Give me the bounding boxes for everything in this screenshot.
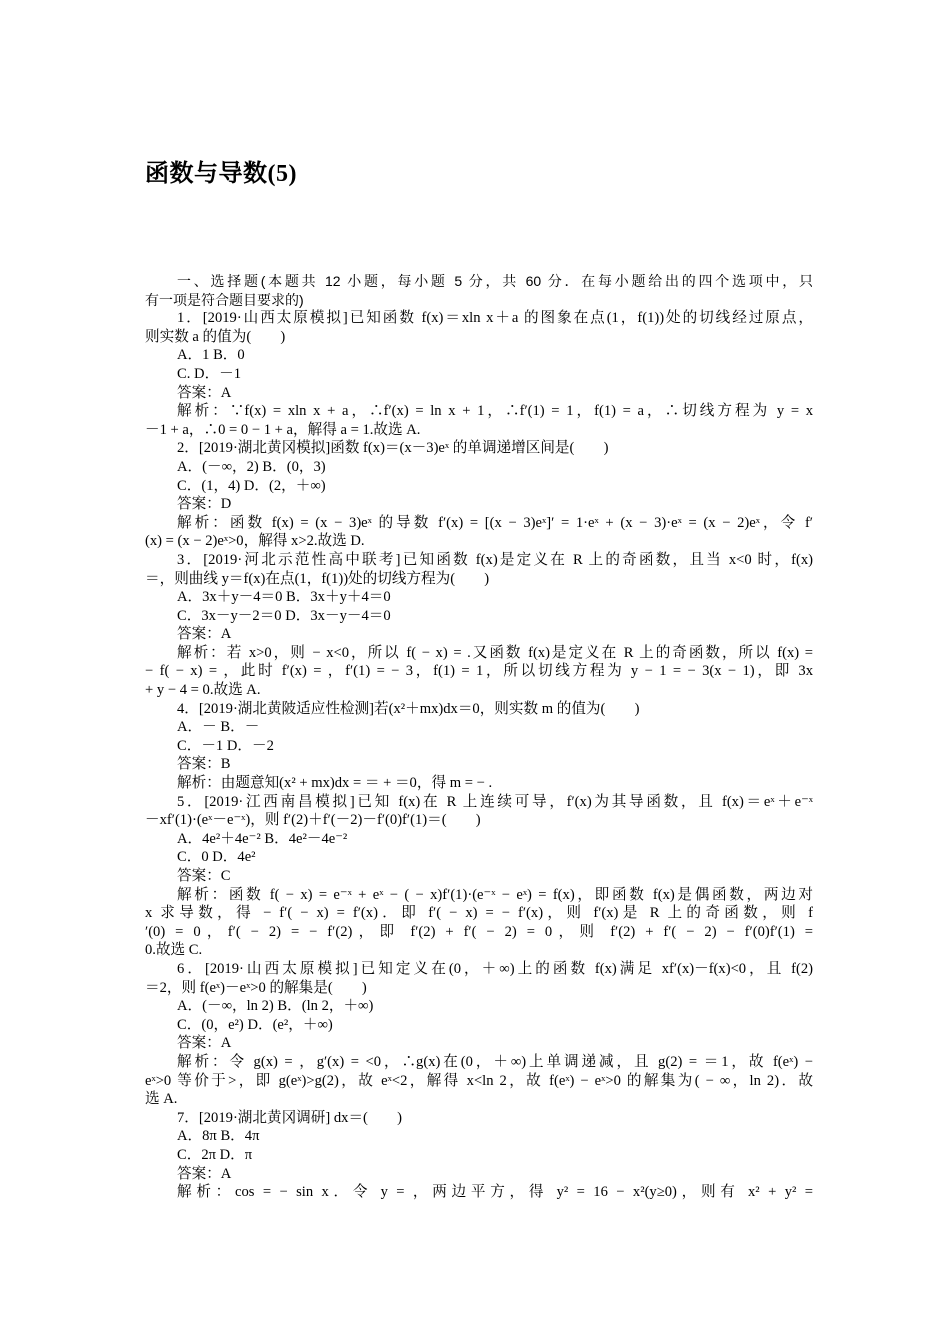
text-line: 7．[2019·湖北黄冈调研] dx＝( ) (177, 1109, 402, 1126)
text-line: 解析：cos = − sin x．令 y = ，两边平方，得 y² = 16 − x²(y≥0)，则有 x² + y² = (177, 1184, 813, 1201)
text-line: A．3x＋y－4＝0 B．3x＋y＋4＝0 (177, 589, 391, 606)
text-line: 一、选择题(本题共 12 小题，每小题 5 分，共 60 分．在每小题给出的四个选项中，只 (177, 273, 813, 289)
text-line: ＝，则曲线 y＝f(x)在点(1，f(1))处的切线方程为( ) (145, 570, 490, 587)
text-line: －xf′(1)·(eˣ－e⁻ˣ)，则 f′(2)＋f′(－2)－f′(0)f′(1)＝( ) (145, 812, 481, 829)
text-line: 3．[2019·河北示范性高中联考]已知函数 f(x)是定义在 R 上的奇函数，且当 x<0 时，f(x) (177, 551, 813, 568)
text-line: 解析：由题意知(x² + mx)dx = ＝ + ＝0，得 m = − . (177, 775, 493, 792)
text-line: 2．[2019·湖北黄冈模拟]函数 f(x)＝(x－3)eˣ 的单调递增区间是( ) (177, 440, 609, 457)
text-line: 答案：A (177, 1035, 232, 1052)
text-line: 答案：A (177, 1165, 232, 1182)
text-line: 6．[2019·山西太原模拟]已知定义在(0，＋∞)上的函数 f(x)满足 xf′(x)－f(x)<0，且 f(2) (177, 960, 813, 977)
text-line: − f( − x) = ，此时 f′(x) = ，f′(1) = − 3，f(1) = 1，所以切线方程为 y − 1 = − 3(x − 1)，即 3x (145, 663, 813, 680)
text-line: A．4e²＋4e⁻² B．4e²－4e⁻² (177, 830, 348, 847)
text-line: 1．[2019·山西太原模拟]已知函数 f(x)＝xln x＋a 的图象在点(1，f(1))处的切线经过原点， (177, 310, 813, 327)
text-line: C．(1，4) D．(2，＋∞) (177, 477, 326, 494)
text-line: 解析：函数 f(x) = (x − 3)eˣ 的导数 f′(x) = [(x − 3)eˣ]′ = 1·eˣ + (x − 3)·eˣ = (x − 2)eˣ，令 f′ (177, 514, 813, 531)
page-title: 函数与导数(5) (145, 161, 297, 187)
text-line: 答案：A (177, 384, 232, 401)
text-line: 有一项是符合题目要求的) (145, 291, 304, 308)
text-line: A．1 B．0 (177, 347, 245, 364)
text-line: ＝2，则 f(eˣ)－eˣ>0 的解集是( ) (145, 979, 367, 996)
text-line: 解析：∵f(x) = xln x + a，∴f′(x) = ln x + 1，∴f′(1) = 1，f(1) = a，∴切线方程为 y = x (177, 403, 813, 420)
text-line: C．－1 D．－2 (177, 737, 274, 754)
text-line: 则实数 a 的值为( ) (145, 328, 286, 345)
text-line: (x) = (x − 2)eˣ>0，解得 x>2.故选 D. (145, 533, 365, 550)
text-line: A．8π B．4π (177, 1128, 260, 1145)
text-line: 解析：函数 f( − x) = e⁻ˣ + eˣ − ( − x)f′(1)·(e⁻ˣ − eˣ) = f(x)，即函数 f(x)是偶函数，两边对 (177, 886, 813, 903)
text-line: A．(－∞，ln 2) B．(ln 2，＋∞) (177, 998, 374, 1015)
text-line: 5．[2019·江西南昌模拟]已知 f(x)在 R 上连续可导，f′(x)为其导函数，且 f(x)＝eˣ＋e⁻ˣ (177, 793, 813, 810)
text-line: 答案：B (177, 756, 231, 773)
text-line: eˣ>0 等价于>，即 g(eˣ)>g(2)，故 eˣ<2，解得 x<ln 2，故 f(eˣ) − eˣ>0 的解集为( − ∞，ln 2)．故 (145, 1072, 813, 1089)
document-body (145, 272, 813, 1202)
text-line: C．3x－y－2＝0 D．3x－y－4＝0 (177, 607, 391, 624)
text-line: A．－ B．－ (177, 719, 260, 736)
text-line: －1 + a，∴0 = 0 − 1 + a，解得 a = 1.故选 A. (145, 421, 421, 438)
text-line: C．2π D．π (177, 1146, 253, 1163)
text-line: 答案：D (177, 496, 232, 513)
text-line: A．(－∞，2) B．(0，3) (177, 458, 326, 475)
text-line: 解析：令 g(x) = ，g′(x) = <0，∴g(x)在(0，＋∞)上单调递减，且 g(2) = ＝1，故 f(eˣ) − (177, 1053, 813, 1070)
text-line: + y − 4 = 0.故选 A. (145, 682, 261, 699)
text-line: 选 A. (145, 1091, 178, 1108)
text-line: x 求导数，得 − f′( − x) = f′(x)．即 f′( − x) = − f′(x)，则 f′(x)是 R 上的奇函数，则 f (145, 905, 813, 922)
text-line: 答案：A (177, 626, 232, 643)
text-line: 答案：C (177, 868, 231, 884)
text-line: C. D．－1 (177, 365, 242, 382)
text-line: C．(0，e²) D．(e²，＋∞) (177, 1016, 333, 1033)
text-line: C．0 D．4e² (177, 849, 256, 866)
text-line: 解析：若 x>0，则 − x<0，所以 f( − x) = .又函数 f(x)是定义在 R 上的奇函数，所以 f(x) = (177, 644, 813, 661)
text-line: 4．[2019·湖北黄陂适应性检测]若(x²＋mx)dx＝0，则实数 m 的值为( ) (177, 700, 640, 717)
text-line: 0.故选 C. (145, 942, 203, 959)
text-line: ′(0) = 0，f′( − 2) = − f′(2)，即 f′(2) + f′( − 2) = 0，则 f′(2) + f′( − 2) − f′(0)f′(1) = (145, 923, 813, 940)
